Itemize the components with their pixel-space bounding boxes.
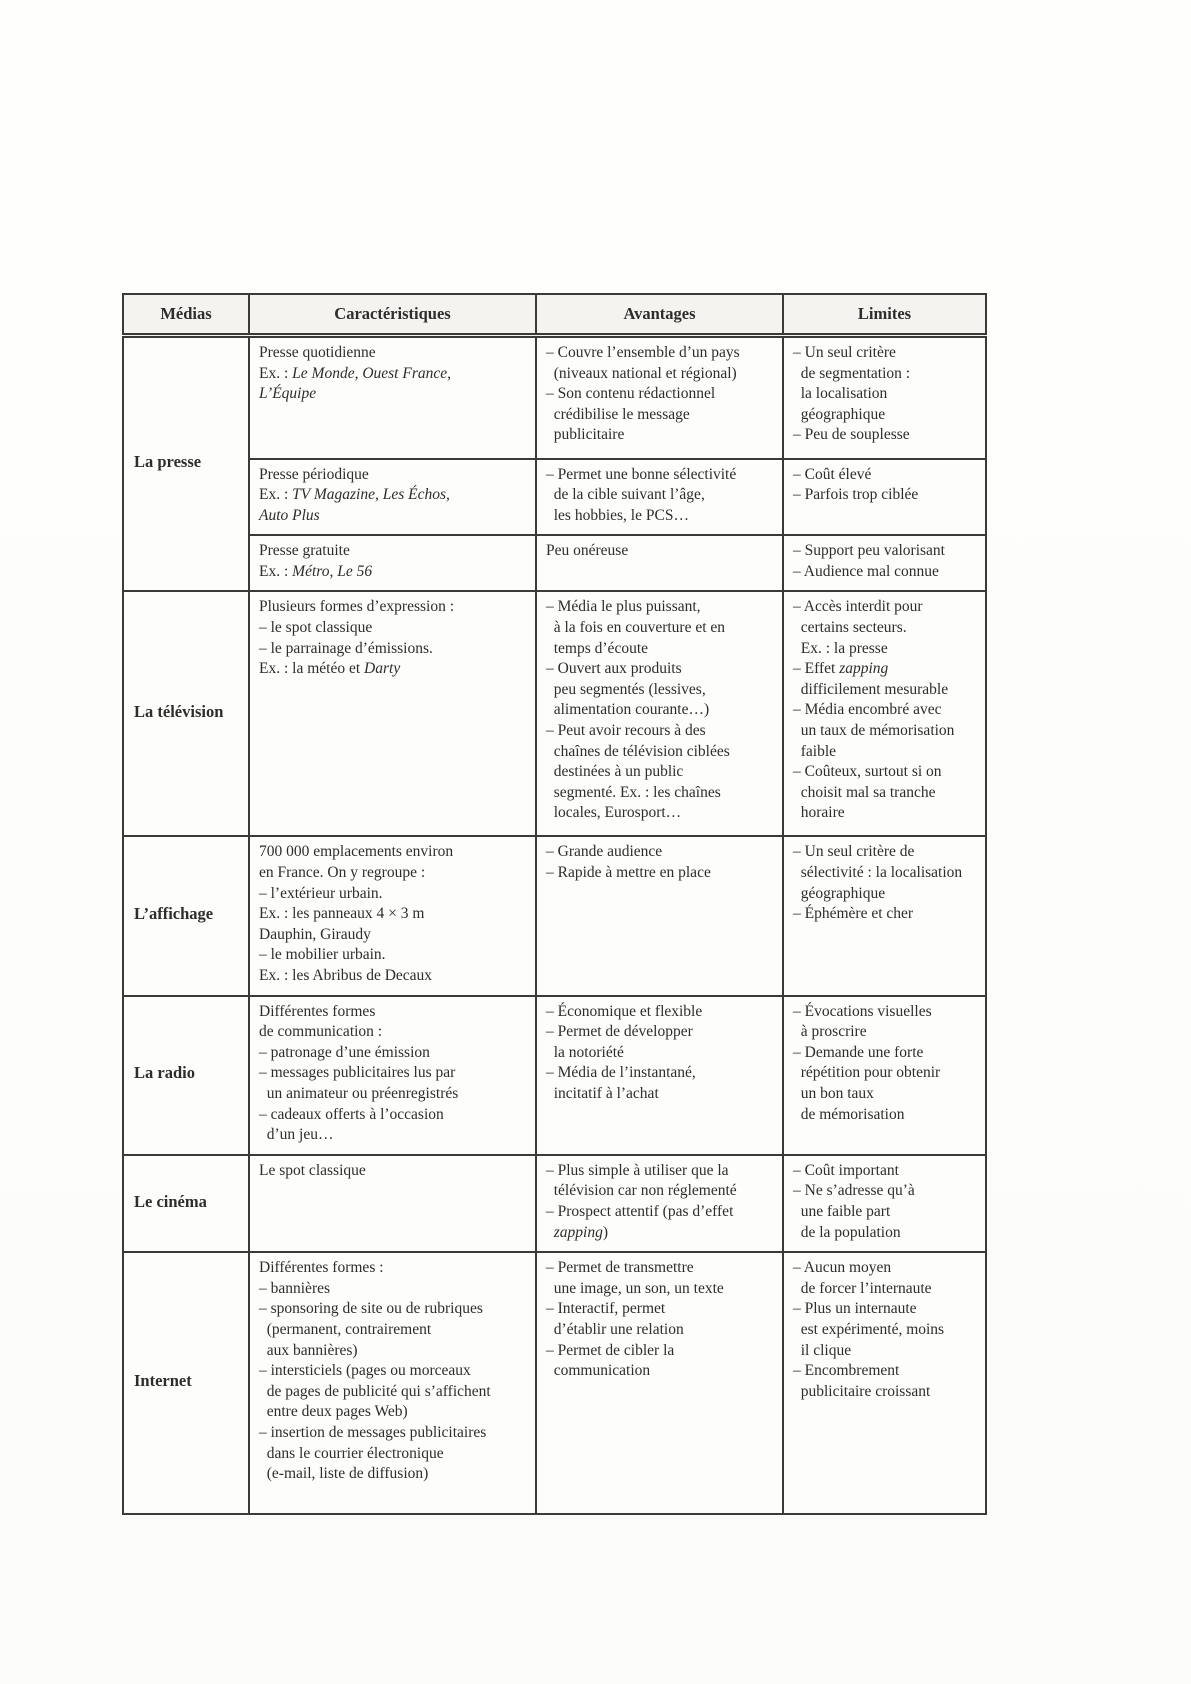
cell-caracteristiques: 700 000 emplacements environ en France. On y regroupe : – l’extérieur urbain. Ex. : les panneaux 4 × 3 m Dauphin, Giraudy – le mobilier urbain. Ex. : les Abribus de Decaux [249,836,536,995]
cell-avantages: – Économique et flexible – Permet de développer la notoriété – Média de l’instantané, incitatif à l’achat [536,996,783,1155]
column-header-limites: Limites [783,294,986,336]
table-row-internet [123,1252,986,1514]
cell-limites: – Un seul critère de sélectivité : la localisation géographique – Éphémère et cher [783,836,986,995]
cell-caracteristiques: Presse gratuite Ex. : Métro, Le 56 [249,535,536,591]
column-header-avantages: Avantages [536,294,783,336]
table-row-presse-quotidienne [123,336,986,459]
media-cell-affichage: L’affichage [123,836,249,995]
column-header-caracteristiques: Caractéristiques [249,294,536,336]
cell-avantages: – Permet de transmettre une image, un son, un texte – Interactif, permet d’établir une relation – Permet de cibler la communication [536,1252,783,1514]
cell-caracteristiques: Plusieurs formes d’expression : – le spot classique – le parrainage d’émissions. Ex. : la météo et Darty [249,591,536,836]
cell-caracteristiques: Presse périodique Ex. : TV Magazine, Les Échos, Auto Plus [249,459,536,536]
cell-avantages: – Média le plus puissant, à la fois en couverture et en temps d’écoute – Ouvert aux produits peu segmentés (lessives, alimentation courante…) – Peut avoir recours à des chaînes de télévision ciblées destinées à un public segmenté. Ex. : les chaînes locales, Eurosport… [536,591,783,836]
table-row-presse-gratuite [123,535,986,591]
header-row [123,294,986,336]
cell-limites: – Aucun moyen de forcer l’internaute – Plus un internaute est expérimenté, moins il clique – Encombrement publicitaire croissant [783,1252,986,1514]
cell-caracteristiques: Le spot classique [249,1155,536,1252]
cell-limites: – Coût important – Ne s’adresse qu’à une faible part de la population [783,1155,986,1252]
cell-avantages: Peu onéreuse [536,535,783,591]
column-header-medias: Médias [123,294,249,336]
table-row-cinema [123,1155,986,1252]
cell-limites: – Un seul critère de segmentation : la localisation géographique – Peu de souplesse [783,336,986,459]
cell-avantages: – Couvre l’ensemble d’un pays (niveaux national et régional) – Son contenu rédactionnel crédibilise le message publicitaire [536,336,783,459]
cell-limites: – Support peu valorisant – Audience mal connue [783,535,986,591]
media-cell-internet: Internet [123,1252,249,1514]
cell-avantages: – Permet une bonne sélectivité de la cible suivant l’âge, les hobbies, le PCS… [536,459,783,536]
media-comparison-table [122,293,987,1515]
cell-avantages: – Plus simple à utiliser que la télévision car non réglementé – Prospect attentif (pas d’effet zapping) [536,1155,783,1252]
cell-caracteristiques: Différentes formes de communication : – patronage d’une émission – messages publicitaires lus par un animateur ou préenregistrés – cadeaux offerts à l’occasion d’un jeu… [249,996,536,1155]
cell-limites: – Coût élevé – Parfois trop ciblée [783,459,986,536]
media-cell-la-television: La télévision [123,591,249,836]
table-row-television [123,591,986,836]
media-cell-la-radio: La radio [123,996,249,1155]
cell-caracteristiques: Différentes formes : – bannières – sponsoring de site ou de rubriques (permanent, contrairement aux bannières) – intersticiels (pages ou morceaux de pages de publicité qui s’affichent entre deux pages Web) – insertion de messages publicitaires dans le courrier électronique (e-mail, liste de diffusion) [249,1252,536,1514]
media-cell-la-presse: La presse [123,336,249,592]
table-row-affichage [123,836,986,995]
table-row-presse-periodique [123,459,986,536]
cell-limites: – Accès interdit pour certains secteurs. Ex. : la presse – Effet zapping difficilement mesurable – Média encombré avec un taux de mémorisation faible – Coûteux, surtout si on choisit mal sa tranche horaire [783,591,986,836]
table-row-radio [123,996,986,1155]
media-cell-le-cinema: Le cinéma [123,1155,249,1252]
cell-limites: – Évocations visuelles à proscrire – Demande une forte répétition pour obtenir un bon taux de mémorisation [783,996,986,1155]
cell-avantages: – Grande audience – Rapide à mettre en place [536,836,783,995]
cell-caracteristiques: Presse quotidienne Ex. : Le Monde, Ouest France, L’Équipe [249,336,536,459]
